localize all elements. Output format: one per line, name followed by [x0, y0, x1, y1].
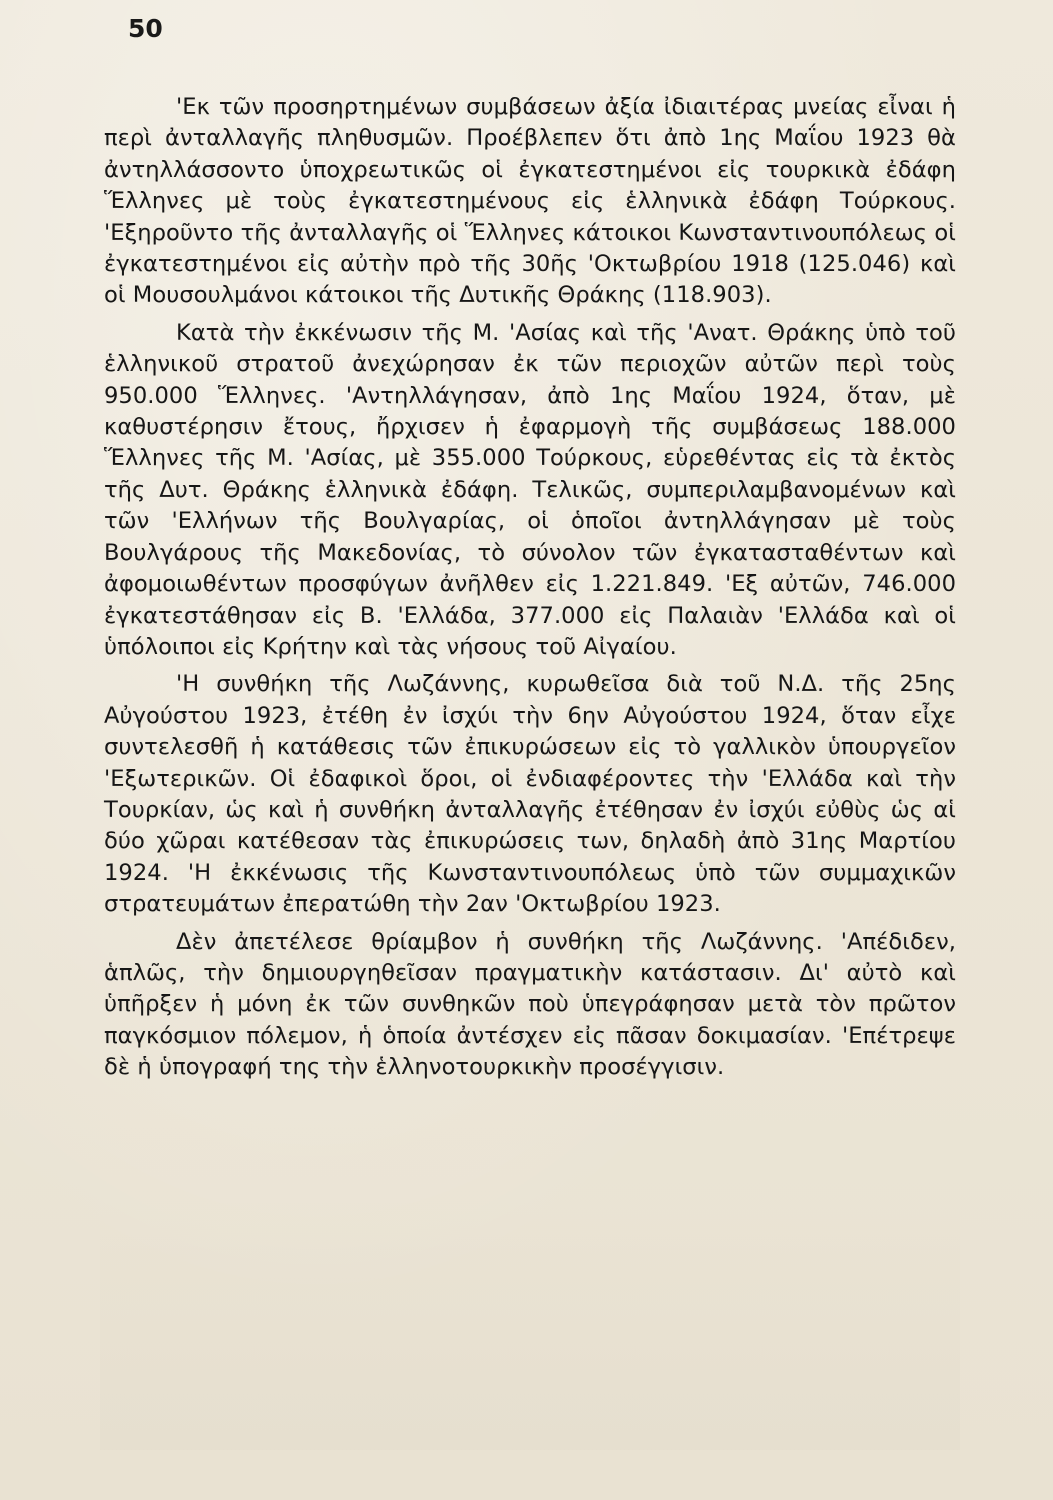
paragraph-treaty-ratification: 'Η συνθήκη τῆς Λωζάννης, κυρωθεῖσα διὰ τοῦ Ν.Δ. τῆς 25ης Αὐγούστου 1923, ἐτέθη ἐν ἰσχύι τὴν 6ην Αὐγούστου 1924, ὅταν εἶχε συντελεσθῆ ἡ κατάθεσις τῶν ἐπικυρώσεων εἰς τὸ γαλλικὸν ὑπουργεῖον 'Εξωτερικῶν. Οἱ ἐδαφικοὶ ὅροι, οἱ ἐνδιαφέροντες τὴν 'Ελλάδα καὶ τὴν Τουρκίαν, ὡς καὶ ἡ συνθήκη ἀνταλλαγῆς ἐτέθησαν ἐν ἰσχύι εὐθὺς ὡς αἱ δύο χῶραι κατέθεσαν τὰς ἐπικυρώσεις των, δηλαδὴ ἀπὸ 31ης Μαρτίου 1924. 'Η ἐκκένωσις τῆς Κωνσταντινουπόλεως ὑπὸ τῶν συμμαχικῶν στρατευμάτων ἐπερατώθη τὴν 2αν 'Οκτωβρίου 1923. [104, 671, 956, 918]
body-text [104, 92, 956, 1084]
paragraph-treaty-assessment: Δὲν ἀπετέλεσε θρίαμβον ἡ συνθήκη τῆς Λωζάννης. 'Απέδιδεν, ἁπλῶς, τὴν δημιουργηθεῖσαν πραγματικὴν κατάστασιν. Δι' αὐτὸ καὶ ὑπῆρξεν ἡ μόνη ἐκ τῶν συνθηκῶν ποὺ ὑπεγράφησαν μετὰ τὸν πρῶτον παγκόσμιον πόλεμον, ἡ ὁποία ἀντέσχεν εἰς πᾶσαν δοκιμασίαν. 'Επέτρεψε δὲ ἡ ὑπογραφή της τὴν ἑλληνοτουρκικὴν προσέγγισιν. [104, 928, 956, 1081]
show-through-shading [100, 1200, 960, 1450]
paragraph-refugees: Κατὰ τὴν ἐκκένωσιν τῆς Μ. 'Ασίας καὶ τῆς 'Ανατ. Θράκης ὑπὸ τοῦ ἑλληνικοῦ στρατοῦ ἀνεχώρησαν ἐκ τῶν περιοχῶν αὐτῶν περὶ τοὺς 950.000 Ἕλληνες. 'Αντηλλάγησαν, ἀπὸ 1ης Μαΐου 1924, ὅταν, μὲ καθυστέρησιν ἔτους, ἤρχισεν ἡ ἐφαρμογὴ τῆς συμβάσεως 188.000 Ἕλληνες τῆς Μ. 'Ασίας, μὲ 355.000 Τούρκους, εὑρεθέντας εἰς τὰ ἐκτὸς τῆς Δυτ. Θράκης ἑλληνικὰ ἐδάφη. Τελικῶς, συμπεριλαμβανομένων καὶ τῶν 'Ελλήνων τῆς Βουλγαρίας, οἱ ὁποῖοι ἀντηλλάγησαν μὲ τοὺς Βουλγάρους τῆς Μακεδονίας, τὸ σύνολον τῶν ἐγκατασταθέντων καὶ ἀφομοιωθέντων προσφύγων ἀνῆλθεν εἰς 1.221.849. 'Εξ αὐτῶν, 746.000 ἐγκατεστάθησαν εἰς Β. 'Ελλάδα, 377.000 εἰς Παλαιὰν 'Ελλάδα καὶ οἱ ὑπόλοιποι εἰς Κρήτην καὶ τὰς νήσους τοῦ Αἰγαίου. [104, 319, 956, 660]
page-number: 50 [128, 14, 163, 43]
paragraph-population-exchange: 'Εκ τῶν προσηρτημένων συμβάσεων ἀξία ἰδιαιτέρας μνείας εἶναι ἡ περὶ ἀνταλλαγῆς πληθυσμῶν. Προέβλεπεν ὅτι ἀπὸ 1ης Μαΐου 1923 θὰ ἀντηλλάσσοντο ὑποχρεωτικῶς οἱ ἐγκατεστημένοι εἰς τουρκικὰ ἐδάφη Ἕλληνες μὲ τοὺς ἐγκατεστημένους εἰς ἑλληνικὰ ἐδάφη Τούρκους. 'Εξηροῦντο τῆς ἀνταλλαγῆς οἱ Ἕλληνες κάτοικοι Κωνσταντινουπόλεως οἱ ἐγκατεστημένοι εἰς αὐτὴν πρὸ τῆς 30ῆς 'Οκτωβρίου 1918 (125.046) καὶ οἱ Μουσουλμάνοι κάτοικοι τῆς Δυτικῆς Θράκης (118.903). [104, 94, 956, 309]
